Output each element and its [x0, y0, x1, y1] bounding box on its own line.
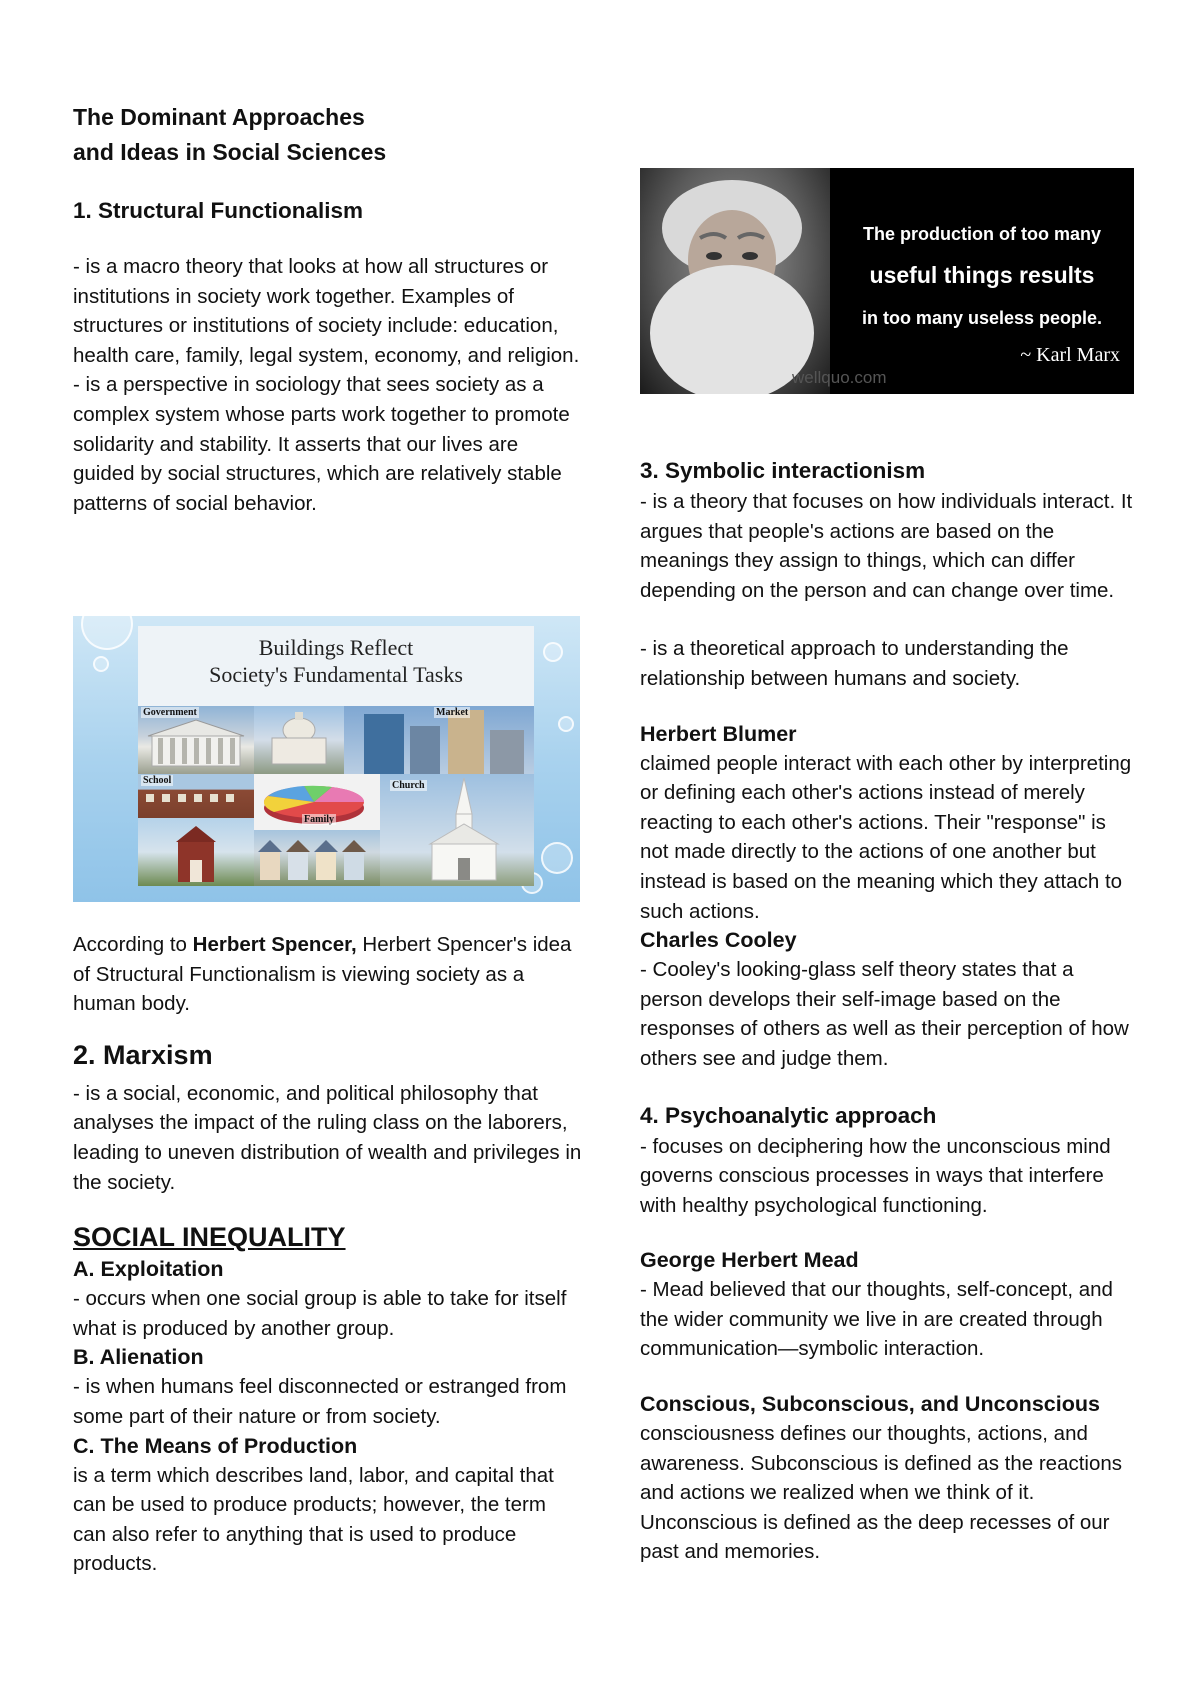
bubble-decoration [543, 642, 563, 662]
csu-text: consciousness defines our thoughts, actions, and awareness. Subconscious is defined as the reactions and actions we realized when we think of it. Unconscious is defined as the deep recesses of our past and memories. [640, 1422, 1123, 1564]
bubble-decoration [541, 842, 573, 874]
quote-line-1: The production of too many [863, 224, 1101, 244]
left-column [73, 100, 583, 518]
subheading-herbert-blumer: Herbert Blumer [640, 721, 797, 746]
buildings-collage-image [73, 616, 580, 902]
document-title [73, 100, 583, 170]
spencer-pre-text: According to [73, 933, 193, 956]
section-heading-social-inequality: SOCIAL INEQUALITY [73, 1222, 346, 1253]
title-line-2: and Ideas in Social Sciences [73, 139, 387, 165]
church-photo [380, 774, 534, 886]
schoolhouse-photo [138, 818, 254, 886]
symbolic-paragraph-1: - is a theory that focuses on how individuals interact. It argues that people's actions are based on the meanings they assign to things, which can differ depending on the person and can change over time. [640, 490, 1133, 602]
collage-title [138, 634, 534, 688]
sf-paragraph-2: - is a perspective in sociology that sees society as a complex system whose parts work together to promote solidarity and stability. It asserts that our lives are guided by social structures, which are relatively stable patterns of social behavior. [73, 373, 570, 515]
quote-line-2: useful things results [869, 262, 1095, 288]
collage-title-line-1: Buildings Reflect [258, 635, 414, 660]
sf-paragraph-1: - is a macro theory that looks at how all structures or institutions in society work together. Examples of structures or institutions of society include: education, health care, family, legal system, economy, and religion. [73, 255, 580, 367]
subheading-charles-cooley: Charles Cooley [640, 928, 797, 953]
quote-watermark: wellquo.com [792, 368, 887, 387]
section-heading-marxism: 2. Marxism [73, 1039, 213, 1070]
spencer-paragraph [73, 930, 583, 1019]
blumer-text: claimed people interact with each other by interpreting or defining each other's actions instead of merely reacting to each other's actions. Their "response" is not made directly to the actions of one another but instead is based on the meaning which they attach to such actions. [640, 751, 1132, 923]
left-column-lower [73, 930, 583, 1579]
subheading-means-of-production: C. The Means of Production [73, 1433, 358, 1458]
section-heading-symbolic-interactionism: 3. Symbolic interactionism [640, 458, 926, 483]
section-heading-structural-functionalism: 1. Structural Functionalism [73, 198, 364, 223]
right-column [640, 455, 1138, 1567]
label-church: Church [392, 780, 425, 791]
label-market: Market [436, 707, 469, 718]
bubble-decoration [81, 616, 133, 650]
karl-marx-quote-image [640, 168, 1134, 394]
quote-line-3: in too many useless people. [861, 308, 1103, 328]
label-government: Government [143, 707, 197, 718]
label-family: Family [304, 814, 334, 825]
psychoanalytic-paragraph: - focuses on deciphering how the unconscious mind governs conscious processes in ways that interfere with healthy psychological functioning. [640, 1134, 1111, 1217]
spencer-post-text: Herbert Spencer's idea of Structural Functionalism is viewing society as a human body. [73, 933, 572, 1016]
market-photo [344, 706, 534, 774]
marxism-paragraph: - is a social, economic, and political philosophy that analyses the impact of the ruling class on the laborers, leading to uneven distribution of wealth and privileges in the society. [73, 1081, 582, 1194]
cooley-text: - Cooley's looking-glass self theory states that a person develops their self-image based on the responses of others as well as their perception of how others see and judge them. [640, 958, 1129, 1070]
label-school: School [143, 775, 172, 786]
means-of-production-text: is a term which describes land, labor, and capital that can be used to produce products; however, the term can also refer to anything that is used to produce products. [73, 1463, 554, 1576]
subheading-conscious-subconscious-unconscious: Conscious, Subconscious, and Unconscious [640, 1392, 1100, 1417]
exploitation-text: - occurs when one social group is able to take for itself what is produced by another group. [73, 1287, 567, 1340]
family-houses-photo [254, 830, 380, 886]
schoolhouse-graphic [138, 818, 254, 886]
quote-author: ~ Karl Marx [1020, 344, 1120, 366]
section-heading-psychoanalytic-approach: 4. Psychoanalytic approach [640, 1102, 937, 1128]
capitol-photo [254, 706, 344, 774]
karl-marx-portrait [640, 168, 830, 394]
family-pie-photo [254, 774, 380, 830]
school-photo [138, 774, 254, 818]
subheading-exploitation: A. Exploitation [73, 1257, 224, 1282]
mead-text: - Mead believed that our thoughts, self-concept, and the wider community we live in are created through communication—symbolic interaction. [640, 1278, 1113, 1361]
symbolic-paragraph-2: - is a theoretical approach to understanding the relationship between humans and society. [640, 637, 1069, 690]
collage-title-line-2: Society's Fundamental Tasks [209, 662, 463, 687]
capitol-building-graphic [254, 706, 344, 774]
bubble-decoration [93, 656, 109, 672]
bubble-decoration [558, 716, 574, 732]
spencer-name: Herbert Spencer, [192, 933, 357, 956]
government-photo [138, 706, 254, 774]
title-line-1: The Dominant Approaches [73, 104, 365, 130]
subheading-george-herbert-mead: George Herbert Mead [640, 1248, 859, 1273]
portrait-graphic [640, 168, 830, 394]
alienation-text: - is when humans feel disconnected or estranged from some part of their nature or from society. [73, 1375, 567, 1428]
collage-panel [138, 626, 534, 886]
subheading-alienation: B. Alienation [73, 1345, 204, 1370]
houses-graphic [254, 830, 380, 886]
